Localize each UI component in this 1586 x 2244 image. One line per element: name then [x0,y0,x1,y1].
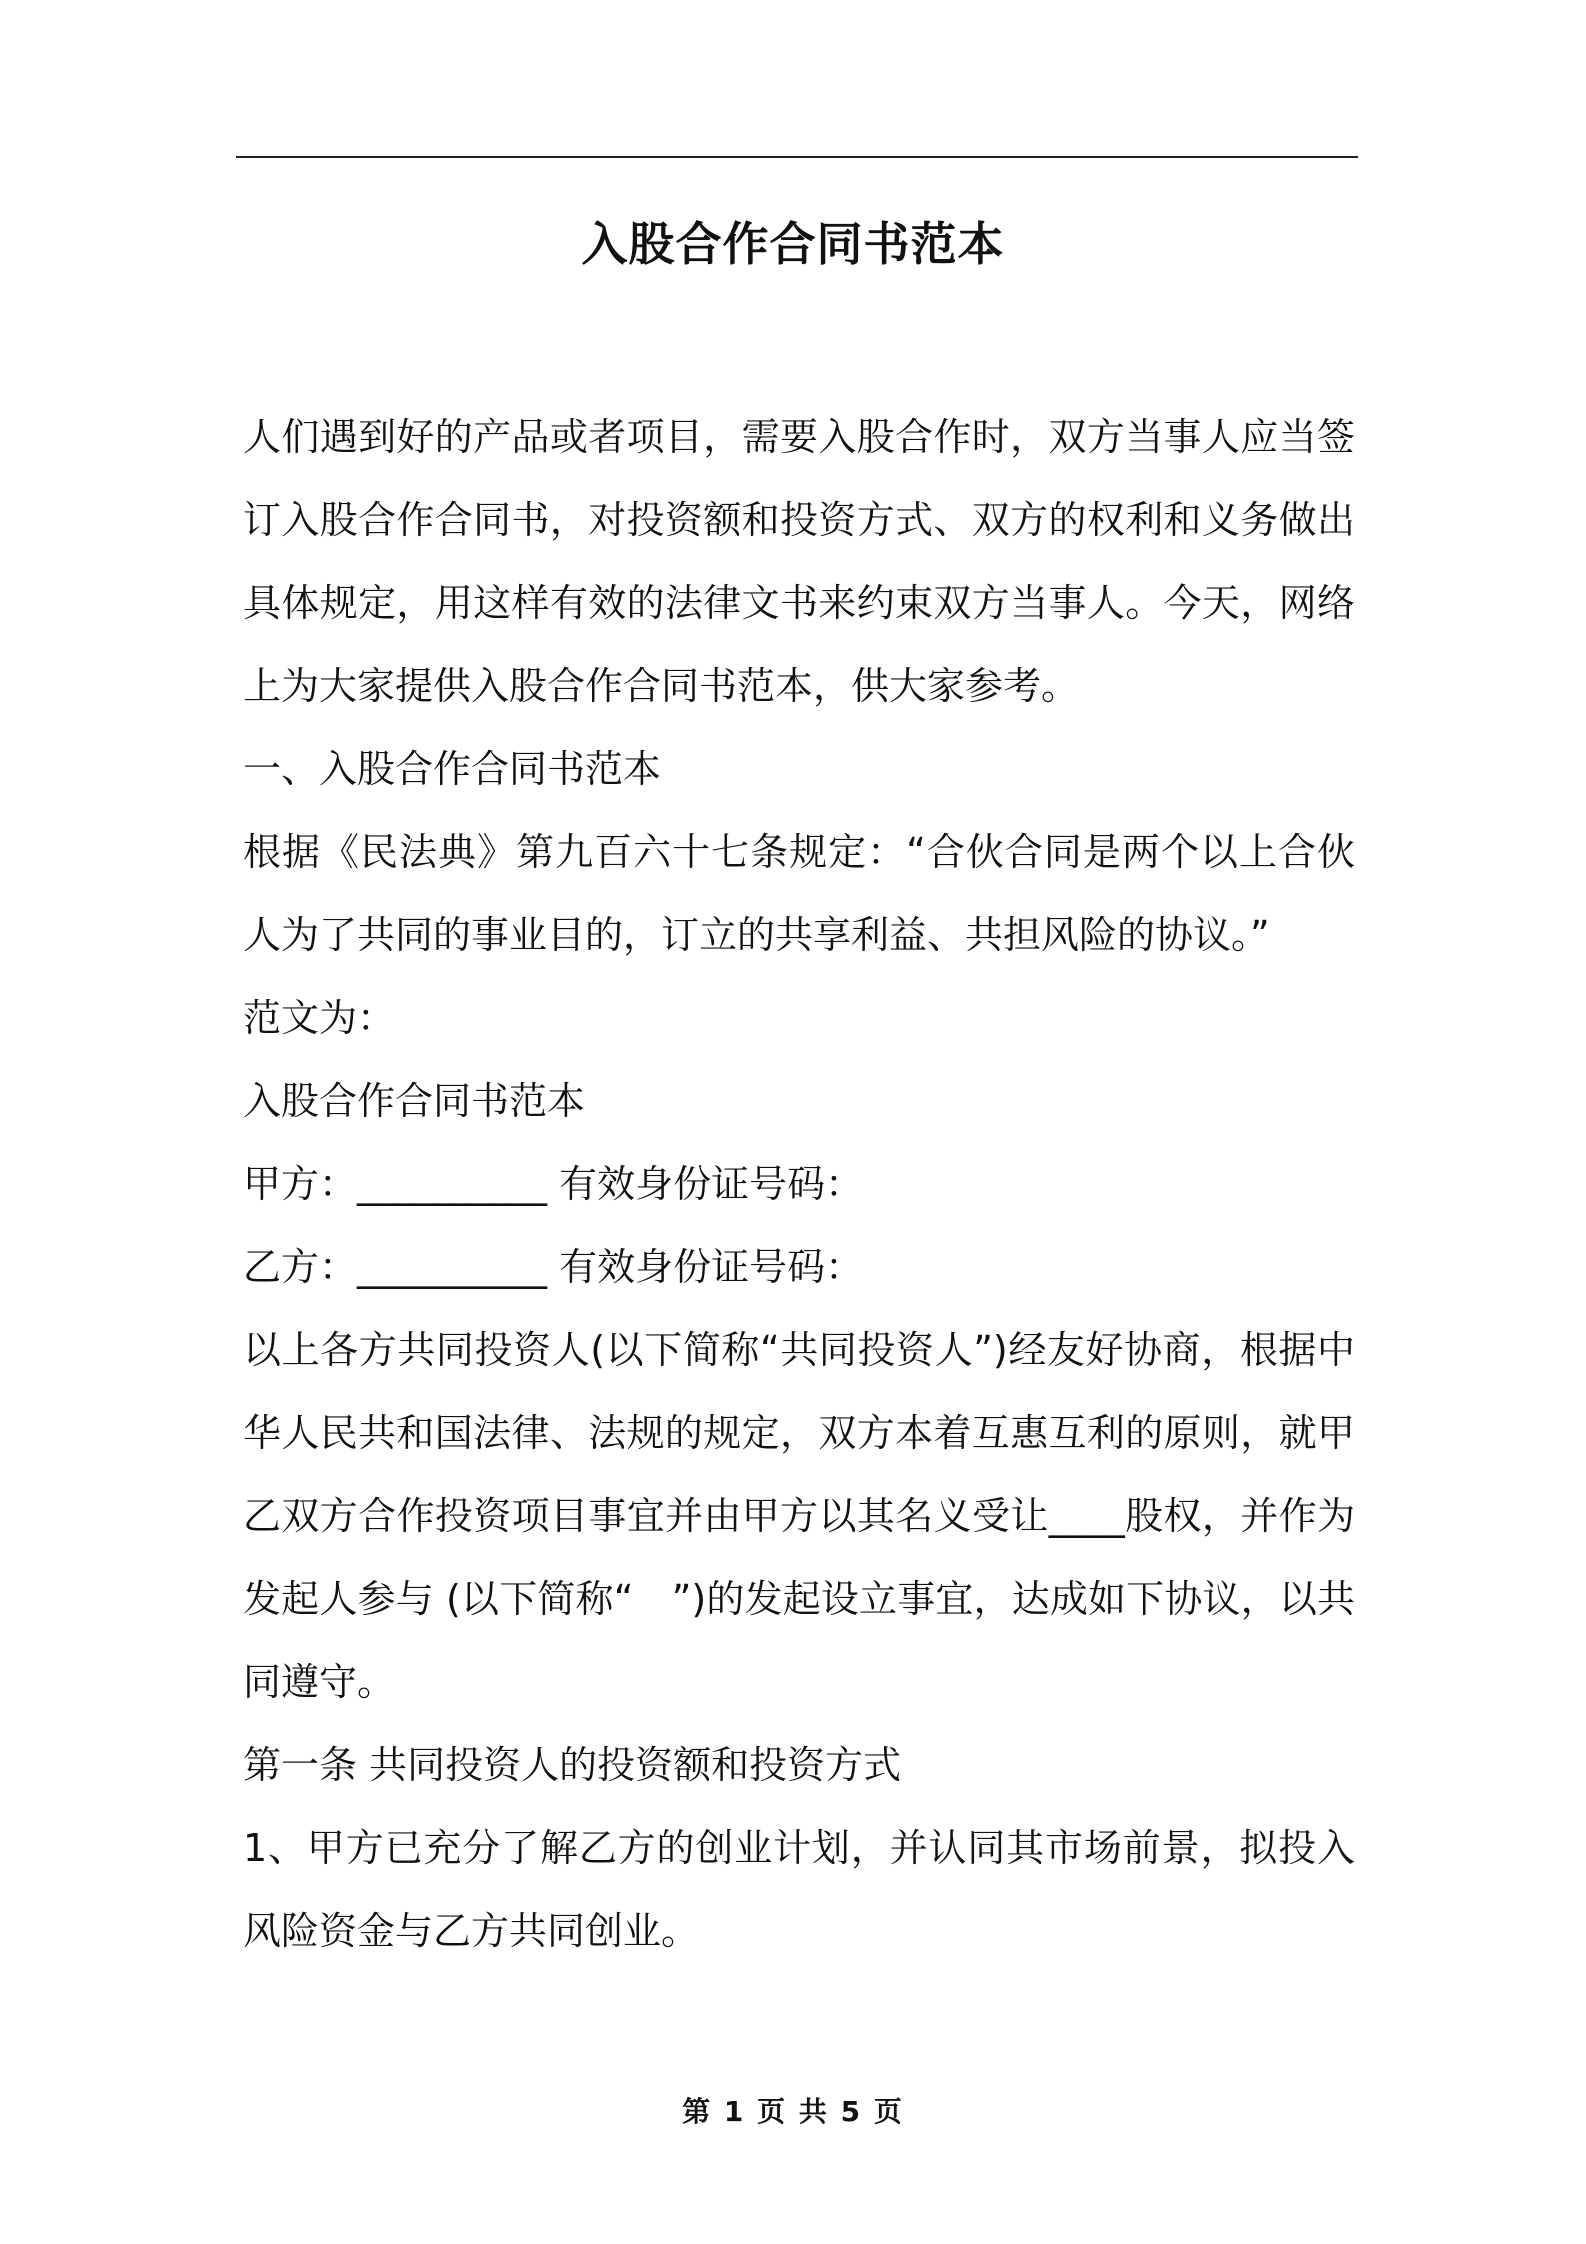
sample-label: 范文为： [243,996,396,1040]
document-title: 入股合作合同书范本 [581,217,1005,271]
article-one-heading: 第一条 共同投资人的投资额和投资方式 [243,1743,902,1787]
intro-paragraph: 人们遇到好的产品或者项目，需要入股合作时，双方当事人应当签订入股合作合同书，对投资额和投资方式、双方的权利和义务做出具体规定，用这样有效的法律文书来约束双方当事人。今天，网络上为大家提供入股合作合同书范本，供大家参考。 [243,415,1355,708]
header-rule [236,156,1358,158]
page-number-footer: 第 1 页 共 5 页 [682,2095,904,2128]
document-body [243,396,1355,1973]
section-heading: 一、入股合作合同书范本 [243,747,662,791]
party-a-line: 甲方：__________ 有效身份证号码： [243,1162,864,1206]
preamble-paragraph: 以上各方共同投资人(以下简称“共同投资人”)经友好协商，根据中华人民共和国法律、法规的规定，双方本着互惠互利的原则，就甲乙双方合作投资项目事宜并由甲方以其名义受让____股权，并作为发起人参与 (以下简称“ ”)的发起设立事宜，达成如下协议，以共同遵守。 [243,1328,1355,1704]
legal-citation-paragraph: 根据《民法典》第九百六十七条规定：“合伙合同是两个以上合伙人为了共同的事业目的，订立的共享利益、共担风险的协议。” [243,830,1355,957]
article-one-clause-1: 1、甲方已充分了解乙方的创业计划，并认同其市场前景，拟投入风险资金与乙方共同创业。 [243,1826,1355,1953]
party-b-line: 乙方：__________ 有效身份证号码： [243,1245,864,1289]
sample-title: 入股合作合同书范本 [243,1079,586,1123]
